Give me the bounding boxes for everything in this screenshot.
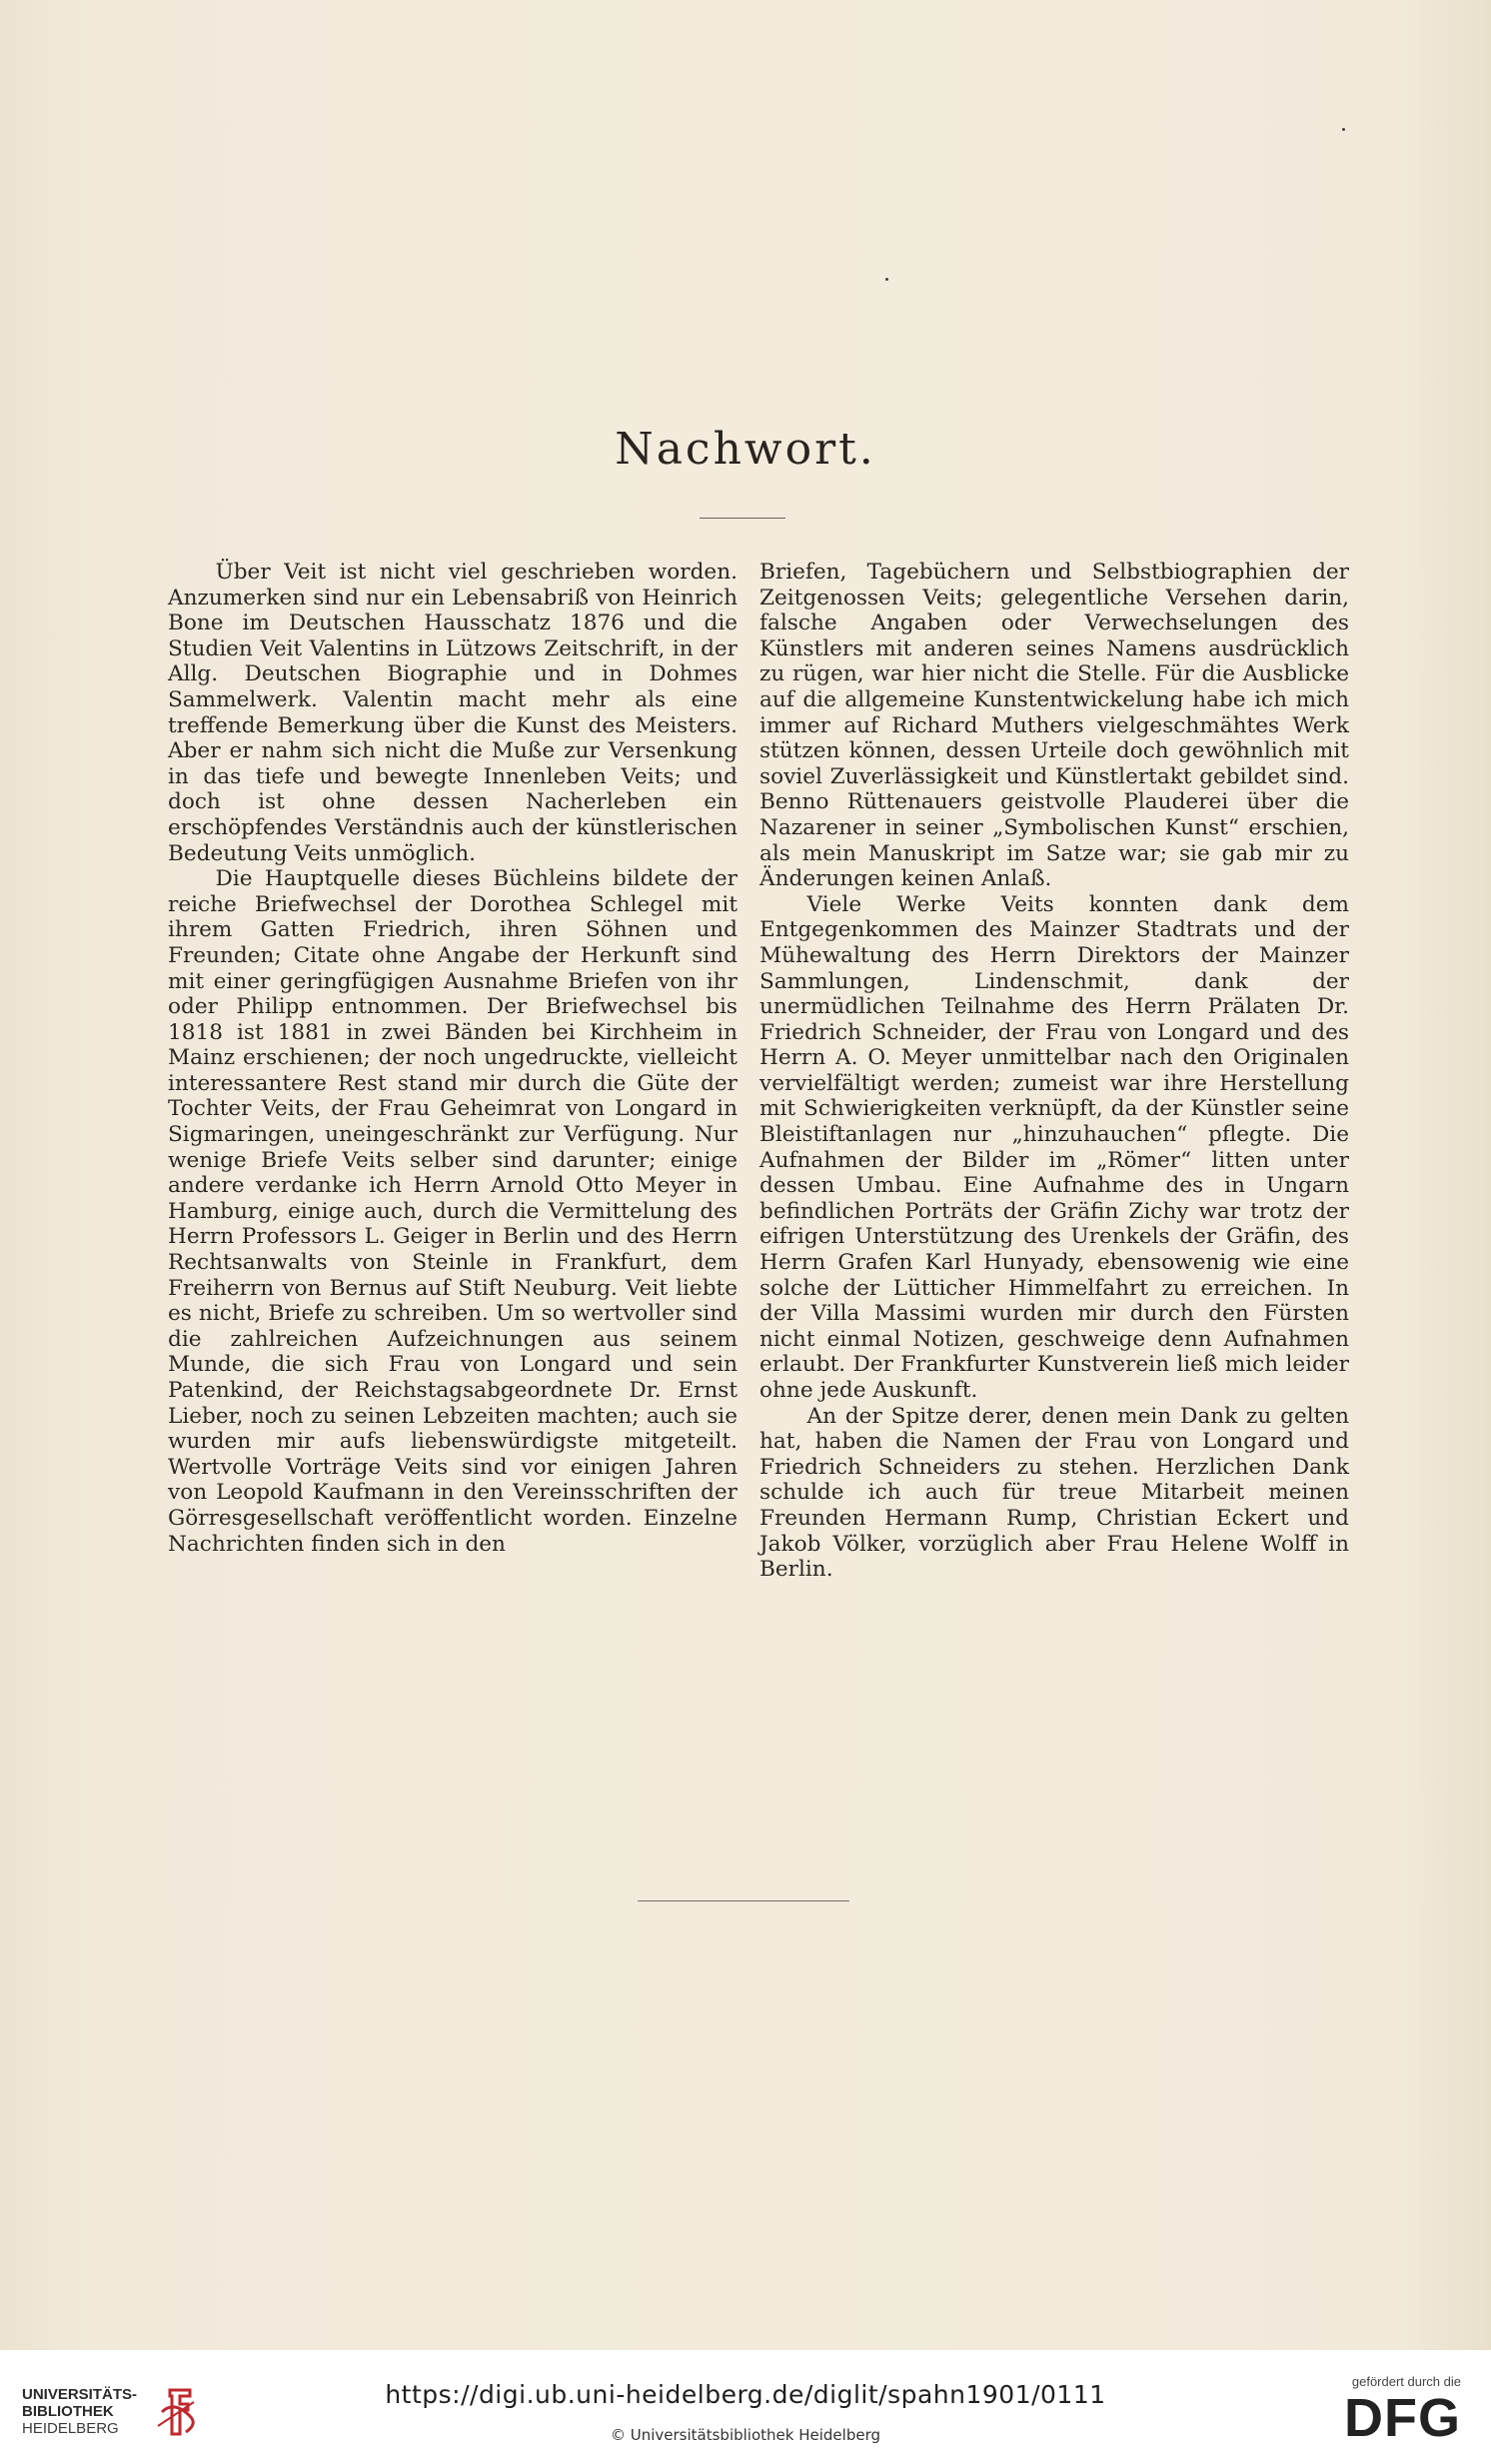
- dfg-logo[interactable]: [1271, 2374, 1461, 2448]
- left-column: [168, 560, 738, 1557]
- title-divider: [700, 518, 785, 519]
- copyright-notice: © Universitätsbibliothek Heidelberg: [610, 2426, 880, 2444]
- speck-mark: [1342, 128, 1345, 131]
- paragraph: Viele Werke Veits konnten dank dem Entgegenkommen des Mainzer Stadtrats und der Mühewaltung des Herrn Direktors der Mainzer Sammlungen, Lindenschmit, dank der unermüdlichen Teilnahme des Herrn Prälaten Dr. Friedrich Schneider, der Frau von Longard und des Herrn A. O. Meyer unmittelbar nach den Originalen vervielfältigt werden; zumeist war ihre Herstellung mit Schwierigkeiten verknüpft, da der Künstler seine Bleistiftanlagen nur „hinzuhauchen“ pflegte. Die Aufnahmen der Bilder im „Römer“ litten unter dessen Umbau. Eine Aufnahme des in Ungarn befindlichen Porträts der Gräfin Zichy war trotz der eifrigen Unterstützung des Urenkels der Gräfin, des Herrn Grafen Karl Hunyady, ebensowenig wie eine solche der Lütticher Himmelfahrt zu erreichen. In der Villa Massimi wurden mir durch den Fürsten nicht einmal Notizen, geschweige denn Aufnahmen erlaubt. Der Frankfurter Kunstverein ließ mich leider ohne jede Auskunft.: [759, 891, 1349, 1403]
- paragraph: Über Veit ist nicht viel geschrieben worden. Anzumerken sind nur ein Lebensabriß von Heinrich Bone im Deutschen Hausschatz 1876 und die Studien Veit Valentins in Lützows Zeitschrift, in der Allg. Deutschen Biographie und in Dohmes Sammelwerk. Valentin macht mehr als eine treffende Bemerkung über die Kunst des Meisters. Aber er nahm sich nicht die Muße zur Versenkung in das tiefe und bewegte Innenleben Veits; und doch ist ohne dessen Nacherleben ein erschöpfendes Verständnis auch der künstlerischen Bedeutung Veits unmöglich.: [168, 560, 738, 866]
- paragraph: Die Hauptquelle dieses Büchleins bildete der reiche Briefwechsel der Dorothea Schlegel mit ihrem Gatten Friedrich, ihren Söhnen und Freunden; Citate ohne Angabe der Herkunft sind mit einer geringfügigen Ausnahme Briefen von ihr oder Philipp entnommen. Der Briefwechsel bis 1818 ist 1881 in zwei Bänden bei Kirchheim in Mainz erschienen; der noch ungedruckte, vielleicht interessantere Rest stand mir durch die Güte der Tochter Veits, der Frau Geheimrat von Longard in Sigmaringen, uneingeschränkt zur Verfügung. Nur wenige Briefe Veits selber sind darunter; einige andere verdanke ich Herrn Arnold Otto Meyer in Hamburg, einige auch, durch die Vermittelung des Herrn Professors L. Geiger in Berlin und des Herrn Rechtsanwalts von Steinle in Frankfurt, dem Freiherrn von Bernus auf Stift Neuburg. Veit liebte es nicht, Briefe zu schreiben. Um so wertvoller sind die zahlreichen Aufzeichnungen aus seinem Munde, die sich Frau von Longard und sein Patenkind, der Reichstagsabgeordnete Dr. Ernst Lieber, noch zu seinen Lebzeiten machten; auch sie wurden mir aufs liebenswürdigste mitgeteilt. Wertvolle Vorträge Veits sind vor einigen Jahren von Leopold Kaufmann in den Vereinsschriften der Görresgesellschaft veröffentlicht worden. Einzelne Nachrichten finden sich in den: [168, 866, 738, 1557]
- permalink-url[interactable]: https://digi.ub.uni-heidelberg.de/diglit/spahn1901/0111: [385, 2380, 1106, 2409]
- right-column: [759, 560, 1349, 1583]
- speck-mark: [885, 278, 888, 281]
- footer-bar: [0, 2350, 1491, 2464]
- paragraph: Briefen, Tagebüchern und Selbstbiographien der Zeitgenossen Veits; gelegentliche Versehen darin, falsche Angaben oder Verwechselungen des Künstlers mit anderen seines Namens ausdrücklich zu rügen, war hier nicht die Stelle. Für die Ausblicke auf die allgemeine Kunstentwickelung habe ich mich immer auf Richard Muthers vielgeschmähtes Werk stützen können, dessen Urteile doch gewöhnlich mit soviel Zuverlässigkeit und Künstlertakt gebildet sind. Benno Rüttenauers geistvolle Plauderei über die Nazarener in seiner „Symbolischen Kunst“ erschien, als mein Manuskript im Satze war; sie gab mir zu Änderungen keinen Anlaß.: [759, 560, 1349, 892]
- end-divider: [638, 1900, 849, 1901]
- dfg-wordmark: DFG: [1344, 2388, 1461, 2448]
- funded-by-label: gefördert durch die: [1351, 2374, 1461, 2389]
- page-title: Nachwort.: [615, 424, 876, 475]
- paragraph: An der Spitze derer, denen mein Dank zu gelten hat, haben die Namen der Frau von Longard und Friedrich Schneiders zu stehen. Herzlichen Dank schulde ich auch für treue Mitarbeit meinen Freunden Hermann Rump, Christian Eckert und Jakob Völker, vorzüglich aber Frau Helene Wolff in Berlin.: [759, 1403, 1349, 1583]
- library-name: UNIVERSITÄTS- BIBLIOTHEK HEIDELBERG: [22, 2386, 138, 2437]
